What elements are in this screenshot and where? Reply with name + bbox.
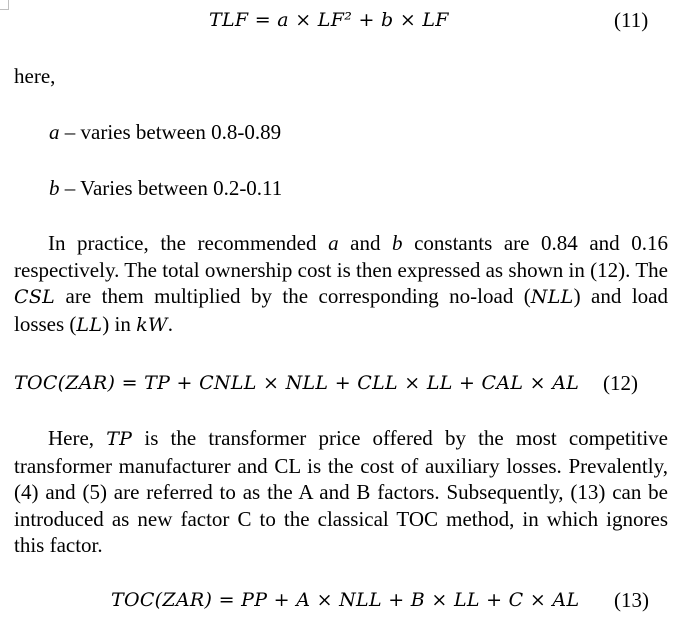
text-run: are them multiplied by the corresponding no-load ( — [55, 284, 531, 308]
text-run: ) and load losses ( — [14, 284, 668, 336]
symbol-csl: CSL — [14, 286, 56, 308]
symbol-b-inline: b — [392, 231, 403, 255]
paragraph-here — [14, 425, 668, 559]
symbol-nll: NLL — [530, 286, 574, 308]
symbol-tp: TP — [106, 428, 133, 450]
symbol-a: a — [49, 120, 60, 144]
paragraph-practice-body — [14, 230, 668, 338]
definition-b-text: – Varies between 0.2-0.11 — [59, 176, 283, 200]
symbol-b: b — [49, 176, 60, 200]
paragraph-here-body — [14, 425, 668, 559]
equation-12-number: (12) — [603, 371, 638, 395]
equation-11-number: (11) — [614, 8, 649, 32]
text-run: In practice, the recommended — [48, 231, 329, 255]
definition-b — [49, 176, 282, 200]
definition-a — [49, 120, 281, 144]
text-run: and — [338, 231, 393, 255]
page-corner-mark — [0, 0, 9, 10]
equation-12: TOC(ZAR) = TP + CNLL × NLL + CLL × LL + CAL × AL — [14, 372, 580, 394]
paragraph-practice — [14, 230, 668, 338]
text-run: Here, — [48, 426, 107, 450]
text-run: ) in — [102, 311, 137, 336]
here-label: here, — [14, 64, 56, 88]
text-run: is the transformer price offered by the most competitive transformer manufacturer and CL is the cost of auxiliary losses. Prevalently, (4) and (5) are referred to as the A and B factors. Subsequently, (13) can be introduced as new factor C to the classical TOC method, in which ignores this factor. — [14, 426, 668, 557]
equation-11: TLF = a × LF² + b × LF — [209, 9, 449, 31]
symbol-kw: kW — [136, 313, 168, 336]
text-run: constants are 0.84 and 0.16 respectively. The total ownership cost is then expressed as shown in (12). The — [14, 231, 668, 282]
equation-13-number: (13) — [614, 588, 649, 612]
symbol-a-inline: a — [328, 231, 339, 255]
equation-13: TOC(ZAR) = PP + A × NLL + B × LL + C × AL — [111, 589, 580, 611]
text-run: . — [167, 311, 173, 336]
definition-a-text: – varies between 0.8-0.89 — [59, 120, 282, 144]
symbol-ll: LL — [76, 313, 103, 336]
